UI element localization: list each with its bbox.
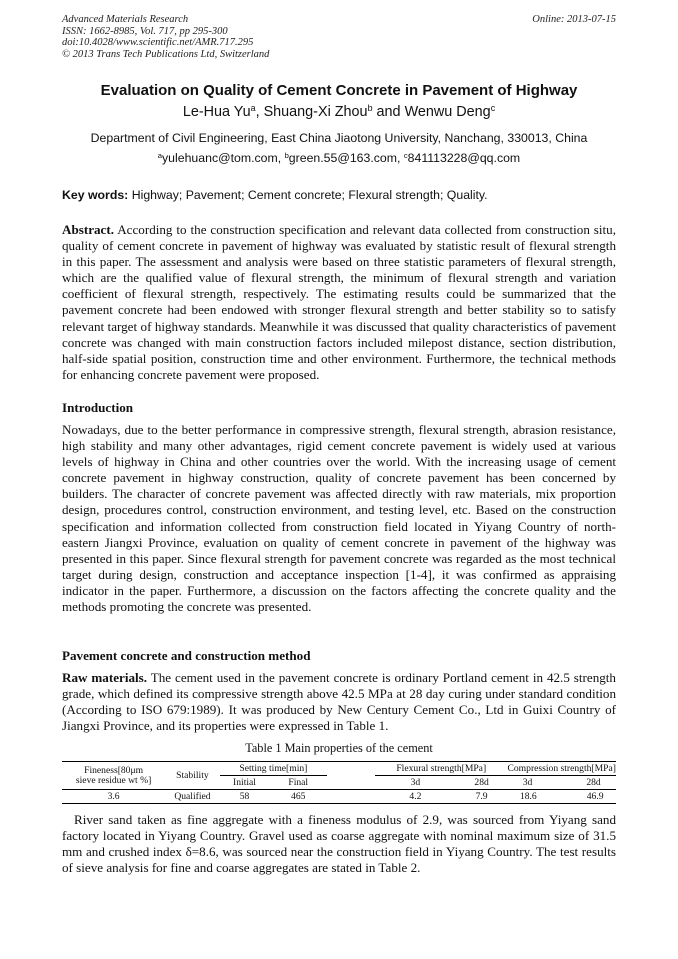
table-cell: Qualified xyxy=(165,790,219,804)
table-caption: Table 1 Main properties of the cement xyxy=(245,741,433,755)
paper-title: Evaluation on Quality of Cement Concrete in Pavement of Highway xyxy=(100,82,578,99)
email-marker: b xyxy=(284,150,289,160)
author-marker: c xyxy=(490,103,496,114)
column-header-setting-time: Setting time[min] xyxy=(220,762,327,776)
raw-materials-text: The cement used in the pavement concrete is ordinary Portland cement in 42.5 strength grade, which defined its compressive strength above 42.5 MPa at 28 day curing under standard condition (According to ISO 679:1989). It was produced by New Century Cement Co., Ltd in Guixi Country of Jiangxi Province, and its properties were expressed in Table 1. xyxy=(62,670,616,734)
keywords-text: Highway; Pavement; Cement concrete; Flexural strength; Quality. xyxy=(128,188,488,202)
column-header-compression-3d: 3d xyxy=(522,777,533,788)
table-cell: 7.9 xyxy=(456,790,508,804)
column-header-fineness xyxy=(62,762,165,790)
affiliation: Department of Civil Engineering, East China Jiaotong University, Nanchang, 330013, China xyxy=(90,131,588,145)
issn-line: ISSN: 1662-8985, Vol. 717, pp 295-300 xyxy=(62,25,228,37)
table-cell: 4.2 xyxy=(375,790,456,804)
table-cell: 58 xyxy=(220,790,270,804)
email-marker: c xyxy=(403,150,408,160)
introduction-paragraph: Nowadays, due to the better performance in compressive strength, flexural strength, abrasion resistance, high stability and many other advantages, rigid cement concrete pavement is widely used at various levels of highway in China and other countries over the world. With the increasing usage of cement concrete pavement in highway construction, quality of concrete pavement has been concerned by builders. The character of concrete pavement was affected directly with raw materials, mix proportion design, procedures control, construction environment, and testing level, etc. Based on the construction specification and information collected from construction field located in Yiyang Country of north-eastern Jiangxi Province, evaluation on quality of cement concrete in pavement of the highway was presented in this paper. Since flexural strength for pavement concrete was regarded as the most technical target during design, construction and acceptance inspection [1-4], it was confirmed as appraising indicator in the paper. Furthermore, a discussion on the factors affecting the concrete quality and the methods promoting the concrete was presented. xyxy=(62,422,616,615)
author-separator: and xyxy=(372,104,405,120)
abstract-label: Abstract. xyxy=(62,222,114,237)
author-separator: , xyxy=(255,104,264,120)
email-address: yulehuanc@tom.com, xyxy=(162,151,285,165)
column-header-flexural-3d: 3d xyxy=(375,776,456,790)
table-cell-compression xyxy=(507,790,616,804)
table-cell: 46.9 xyxy=(586,791,604,802)
section-heading-pavement: Pavement concrete and construction method xyxy=(62,648,311,663)
fineness-header-line: sieve residue wt %] xyxy=(75,774,152,786)
table-cell: 3.6 xyxy=(62,790,165,804)
abstract-text: According to the construction specification and relevant data collected from construction situ, quality of cement concrete in pavement of highway was evaluated by statistic result of flexural strength in this paper. The assessment and analysis were based on three statistic parameters of flexural strength, which are the qualified value of flexural strength, the minimum of flexural strength and variation coefficient of flexural strength, respectively. The estimating results could be summarized that the pavement concrete had been endowed with stronger flexural strength and better stability so to satisfy relevant target of highway standards. Meanwhile it was discussed that quality characteristics of pavement concrete was changed with main construction factors included milepost distance, section distribution, half-side spatial position, construction time and other environment. Furthermore, the technical methods for enhancing concrete pavement were proposed. xyxy=(62,222,616,382)
column-header-stability: Stability xyxy=(165,762,219,790)
journal-name: Advanced Materials Research xyxy=(62,14,189,25)
email-address: green.55@163.com, xyxy=(288,151,404,165)
journal-header xyxy=(62,14,616,60)
abstract xyxy=(62,222,616,383)
column-header-flexural: Flexural strength[MPa] xyxy=(375,762,507,776)
raw-materials-paragraph xyxy=(62,670,616,734)
column-gap xyxy=(327,762,375,776)
keywords xyxy=(62,188,616,202)
column-header-compression-3d-28d xyxy=(507,776,616,790)
doi-line: doi:10.4028/www.scientific.net/AMR.717.295 xyxy=(62,37,254,49)
author-marker: b xyxy=(367,103,373,114)
email-marker: a xyxy=(157,150,163,160)
cement-properties-table xyxy=(62,761,616,804)
author-name: Wenwu Deng xyxy=(404,104,491,120)
copyright-line: © 2013 Trans Tech Publications Ltd, Switzerland xyxy=(62,48,270,60)
author-name: Le-Hua Yu xyxy=(182,104,251,120)
table-cell: 18.6 xyxy=(519,791,537,802)
column-header-compression: Compression strength[MPa] xyxy=(507,763,616,774)
email-line xyxy=(62,151,616,165)
column-header-final: Final xyxy=(269,776,327,790)
online-date: Online: 2013-07-15 xyxy=(532,14,616,25)
author-line xyxy=(62,104,616,120)
column-header-flexural-28d: 28d xyxy=(456,776,508,790)
author-name: Shuang-Xi Zhou xyxy=(263,104,368,120)
email-address: 841113228@qq.com xyxy=(407,151,521,165)
column-header-initial: Initial xyxy=(220,776,270,790)
table-cell: 465 xyxy=(269,790,327,804)
aggregates-paragraph: River sand taken as fine aggregate with a fineness modulus of 2.9, was sourced from Yiyang sand factory located in Yiyang Country. Gravel used as coarse aggregate with nominal maximum size of 31.5 mm and crushed index δ=8.6, was sourced near the construction field in Yiyang Country. The test results of sieve analysis for fine and coarse aggregates are stated in Table 2. xyxy=(62,812,616,876)
column-gap xyxy=(327,776,375,790)
column-header-compression-28d: 28d xyxy=(586,777,601,788)
column-gap xyxy=(327,790,375,804)
section-heading-introduction: Introduction xyxy=(62,400,134,415)
fineness-header-line: Fineness[80μm xyxy=(84,764,144,776)
keywords-label: Key words: xyxy=(62,188,129,202)
raw-materials-label: Raw materials. xyxy=(62,670,148,685)
author-marker: a xyxy=(250,103,256,114)
